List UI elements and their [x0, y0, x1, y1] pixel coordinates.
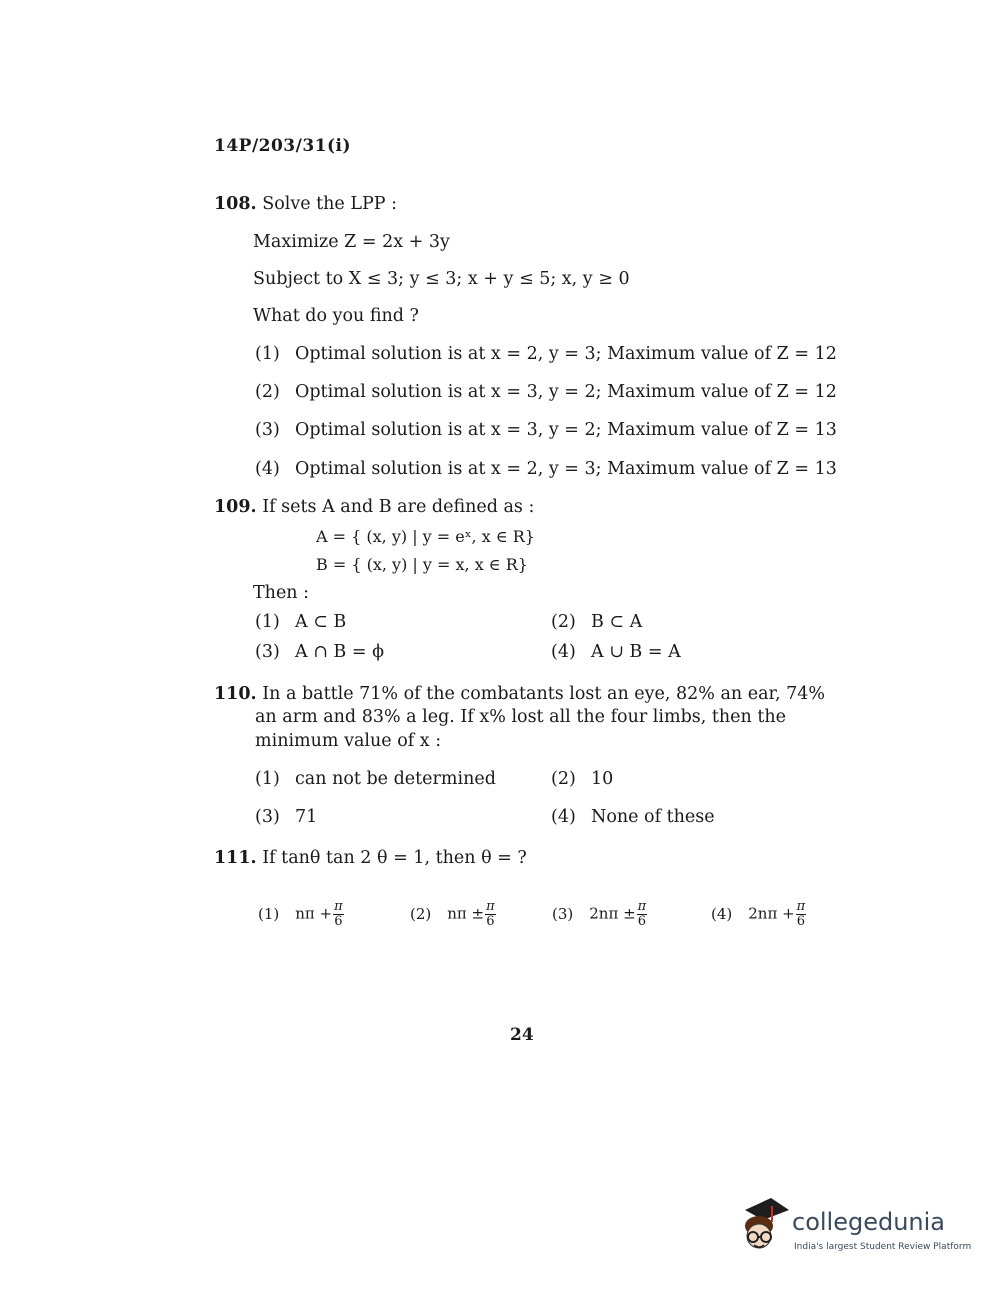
option-3: [255, 420, 837, 440]
fraction-numerator: π: [796, 899, 806, 914]
option-number: (1): [255, 769, 280, 789]
option-number: (2): [410, 904, 432, 923]
option-1: [255, 769, 496, 789]
option-number: (2): [551, 769, 576, 789]
option-text: 10: [591, 769, 614, 789]
option-number: (4): [711, 904, 733, 923]
option-2: [551, 612, 642, 632]
option-number: (1): [255, 612, 280, 632]
option-text: A ⊂ B: [295, 612, 347, 632]
option-3: [255, 807, 317, 827]
option-text: Optimal solution is at x = 2, y = 3; Maximum value of Z = 12: [295, 344, 837, 364]
option-text: None of these: [591, 807, 715, 827]
fraction-numerator: π: [486, 899, 495, 914]
question-number: 109.: [214, 497, 257, 517]
question-text: Solve the LPP :: [262, 194, 397, 214]
option-2: [551, 769, 613, 789]
page-number: 24: [510, 1025, 534, 1045]
option-number: (4): [551, 642, 576, 662]
question-text: If tanθ tan 2 θ = 1, then θ = ?: [262, 848, 527, 868]
option-text: can not be determined: [295, 769, 496, 789]
then-label: Then :: [253, 583, 310, 603]
fraction-numerator: π: [637, 899, 647, 914]
option-number: (1): [255, 344, 280, 364]
fraction-denominator: 6: [334, 914, 343, 929]
option-2: [410, 900, 496, 929]
option-number: (3): [255, 642, 280, 662]
question-109: [214, 497, 534, 517]
option-expression: nπ ±: [447, 904, 485, 923]
option-4: [551, 642, 681, 662]
question-111: [214, 848, 527, 868]
option-text: Optimal solution is at x = 3, y = 2; Maximum value of Z = 12: [295, 382, 837, 402]
option-text: A ∪ B = A: [591, 642, 681, 662]
option-text: Optimal solution is at x = 2, y = 3; Maximum value of Z = 13: [295, 459, 837, 479]
fraction-denominator: 6: [486, 914, 495, 929]
fraction-numerator: π: [334, 899, 343, 914]
fraction: [796, 900, 807, 929]
option-3: [552, 900, 647, 929]
option-expression: 2nπ ±: [589, 904, 636, 923]
fraction: [333, 900, 344, 929]
option-number: (2): [551, 612, 576, 632]
option-3: [255, 642, 384, 662]
question-number: 111.: [214, 848, 257, 868]
question-108: [214, 194, 397, 214]
option-expression: nπ +: [295, 904, 333, 923]
fraction-denominator: 6: [796, 914, 806, 929]
option-1: [255, 612, 346, 632]
option-4: [551, 807, 715, 827]
option-4: [711, 900, 806, 929]
option-2: [255, 382, 837, 402]
question-number: 110.: [214, 684, 257, 704]
brand-name: collegedunia: [792, 1208, 946, 1236]
paper-code: 14P/203/31(i): [214, 136, 352, 156]
option-number: (1): [258, 904, 280, 923]
option-text: Optimal solution is at x = 3, y = 2; Maximum value of Z = 13: [295, 420, 837, 440]
fraction: [485, 900, 496, 929]
question-text-line-2: an arm and 83% a leg. If x% lost all the four limbs, then the: [255, 707, 787, 727]
set-a-definition: A = { (x, y) | y = eˣ, x ∈ R}: [316, 527, 535, 546]
option-1: [255, 344, 837, 364]
objective-line: Maximize Z = 2x + 3y: [253, 232, 450, 252]
option-expression: 2nπ +: [748, 904, 795, 923]
option-1: [258, 900, 344, 929]
option-text: B ⊂ A: [591, 612, 643, 632]
question-110: [214, 684, 825, 704]
option-number: (4): [255, 459, 280, 479]
fraction: [637, 900, 648, 929]
option-number: (3): [255, 807, 280, 827]
fraction-denominator: 6: [637, 914, 647, 929]
option-number: (3): [255, 420, 280, 440]
option-number: (3): [552, 904, 574, 923]
constraints-line: Subject to X ≤ 3; y ≤ 3; x + y ≤ 5; x, y ≥ 0: [253, 269, 630, 289]
option-text: A ∩ B = ϕ: [295, 642, 385, 662]
brand-tagline: India's largest Student Review Platform: [794, 1242, 972, 1252]
question-text-line-3: minimum value of x :: [255, 731, 442, 751]
question-number: 108.: [214, 194, 257, 214]
question-text-line-1: In a battle 71% of the combatants lost an eye, 82% an ear, 74%: [262, 684, 825, 704]
option-4: [255, 459, 837, 479]
question-text: If sets A and B are defined as :: [262, 497, 535, 517]
option-text: 71: [295, 807, 318, 827]
option-number: (2): [255, 382, 280, 402]
option-number: (4): [551, 807, 576, 827]
set-b-definition: B = { (x, y) | y = x, x ∈ R}: [316, 555, 528, 574]
prompt-line: What do you find ?: [253, 306, 419, 326]
